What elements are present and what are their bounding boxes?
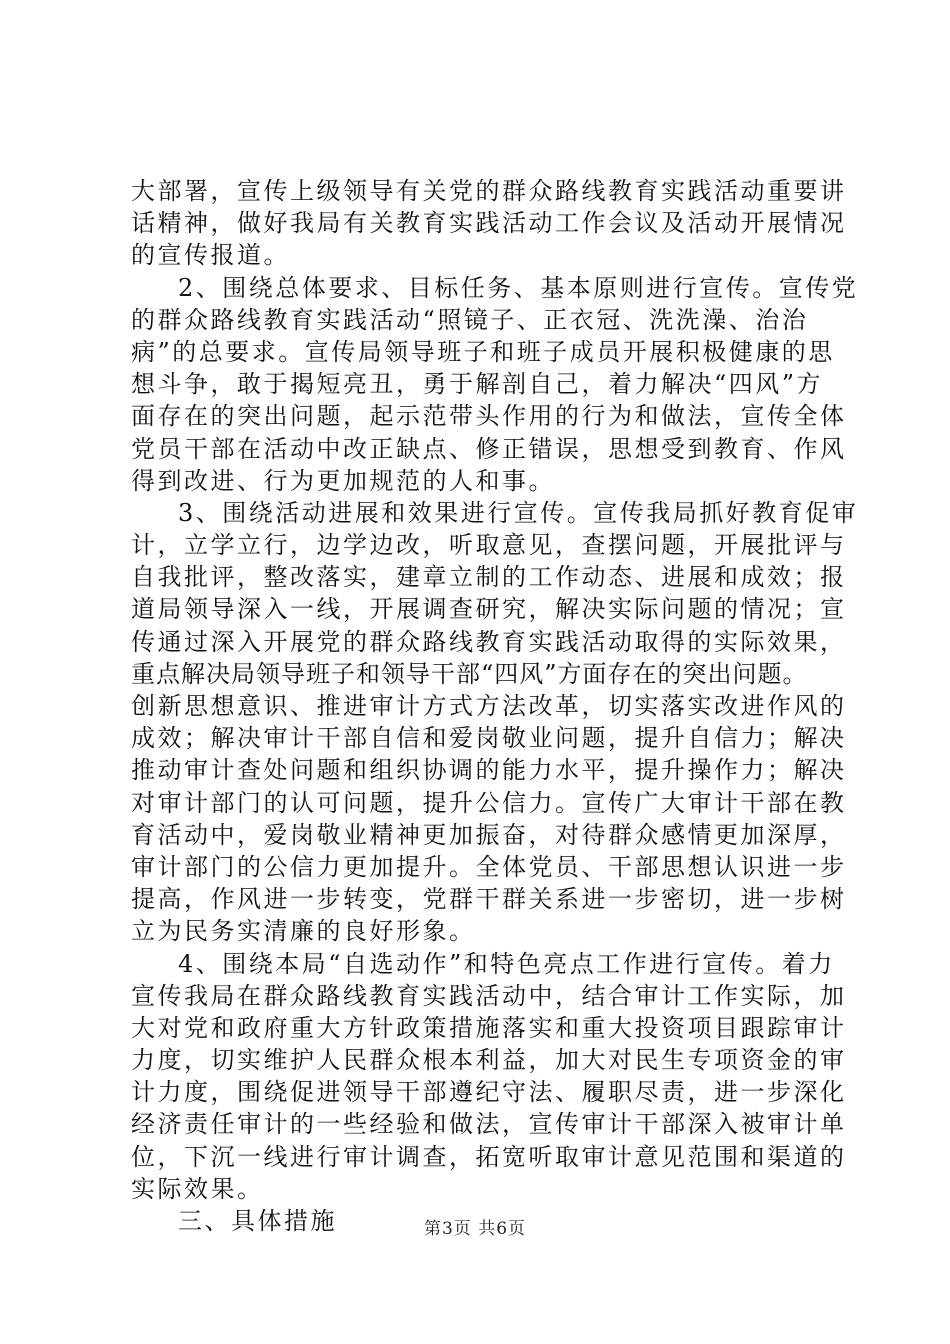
text-line: 病”的总要求。宣传局领导班子和班子成员开展积极健康的思 [131,337,835,366]
text-line: 道局领导深入一线，开展调查研究，解决实际问题的情况；宣 [131,595,847,624]
text-line: 宣传我局在群众路线教育实践活动中，结合审计工作实际，加 [131,981,847,1010]
text-line: 自我批评，整改落实，建章立制的工作动态、进展和成效；报 [131,563,847,592]
text-line: 大对党和政府重大方针政策措施落实和重大投资项目跟踪审计 [131,1013,847,1042]
text-line: 育活动中，爱岗敬业精神更加振奋，对待群众感情更加深厚， [131,820,847,849]
text-line: 重点解决局领导班子和领导干部“四风”方面存在的突出问题。 [131,659,808,688]
paragraph-start-line: 2、围绕总体要求、目标任务、基本原则进行宣传。宣传党 [178,273,859,302]
text-line: 推动审计查处问题和组织协调的能力水平，提升操作力；解决 [131,756,847,785]
page-footer: 第3页 共6页 [423,1219,527,1239]
text-line: 的宣传报道。 [131,241,290,270]
text-line: 话精神，做好我局有关教育实践活动工作会议及活动开展情况 [131,209,847,238]
text-line: 成效；解决审计干部自信和爱岗敬业问题，提升自信力；解决 [131,724,847,753]
text-line: 计，立学立行，边学边改，听取意见，查摆问题，开展批评与 [131,531,847,560]
document-body [131,175,859,1237]
paragraph-start-line: 4、围绕本局“自选动作”和特色亮点工作进行宣传。着力 [178,949,835,978]
text-line: 审计部门的公信力更加提升。全体党员、干部思想认识进一步 [131,852,847,881]
text-line: 传通过深入开展党的群众路线教育实践活动取得的实际效果， [131,627,847,656]
text-line: 实际效果。 [131,1174,264,1203]
text-line: 的群众路线教育实践活动“照镜子、正衣冠、洗洗澡、治治 [131,305,809,334]
text-line: 对审计部门的认可问题，提升公信力。宣传广大审计干部在教 [131,788,847,817]
text-line: 位，下沉一线进行审计调查，拓宽听取审计意见范围和渠道的 [131,1142,847,1171]
text-line: 大部署，宣传上级领导有关党的群众路线教育实践活动重要讲 [131,177,847,205]
text-line: 想斗争，敢于揭短亮丑，勇于解剖自己，着力解决“四风”方 [131,370,824,399]
text-line: 得到改进、行为更加规范的人和事。 [131,466,555,495]
text-line: 力度，切实维护人民群众根本利益，加大对民生专项资金的审 [131,1046,847,1075]
text-line: 经济责任审计的一些经验和做法，宣传审计干部深入被审计单 [131,1110,847,1139]
section-heading: 三、具体措施 [178,1207,337,1235]
text-line: 党员干部在活动中改正缺点、修正错误，思想受到教育、作风 [131,434,847,463]
text-line: 创新思想意识、推进审计方式方法改革，切实落实改进作风的 [131,692,847,720]
text-line: 提高，作风进一步转变，党群干群关系进一步密切，进一步树 [131,885,847,914]
text-line: 立为民务实清廉的良好形象。 [131,917,476,946]
paragraph-start-line: 3、围绕活动进展和效果进行宣传。宣传我局抓好教育促审 [178,498,859,527]
text-line: 计力度，围绕促进领导干部遵纪守法、履职尽责，进一步深化 [131,1078,847,1107]
text-line: 面存在的突出问题，起示范带头作用的行为和做法，宣传全体 [131,402,847,431]
